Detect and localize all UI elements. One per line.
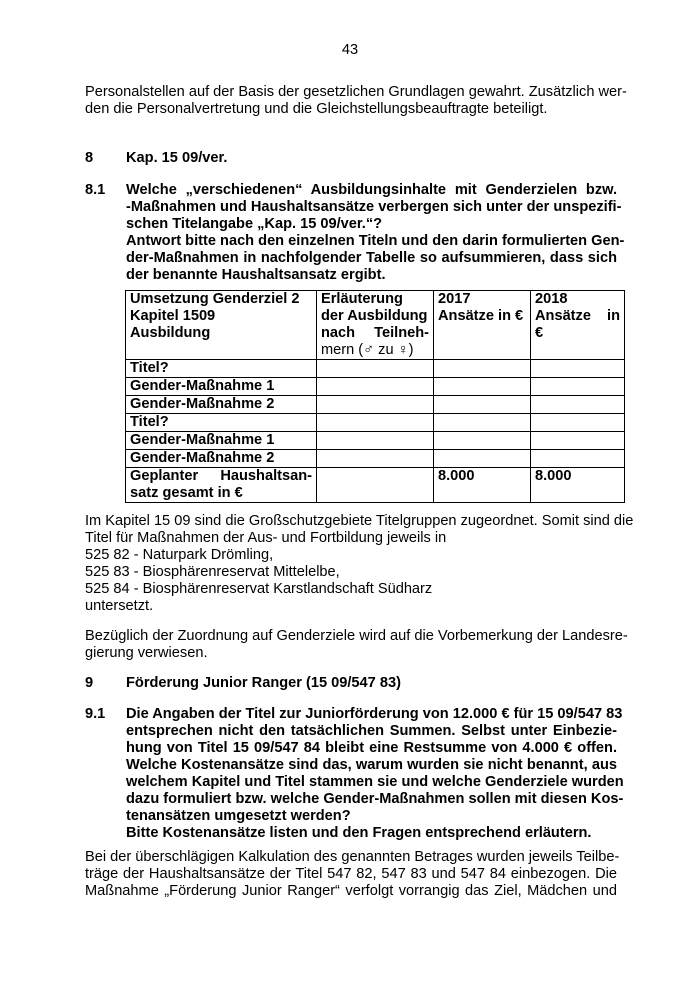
text-line: Maßnahme „Förderung Junior Ranger“ verfolgt vorrangig das Ziel, Mädchen und bbox=[85, 883, 617, 899]
row-label: Gender-Maßnahme 1 bbox=[126, 432, 317, 450]
table-row bbox=[126, 450, 625, 468]
total-cell bbox=[317, 468, 434, 503]
text-line: 525 83 - Biosphärenreservat Mittelelbe, bbox=[85, 564, 340, 580]
row-cell bbox=[531, 450, 625, 468]
row-cell bbox=[434, 414, 531, 432]
row-cell bbox=[434, 378, 531, 396]
total-2018-value: 8.000 bbox=[531, 468, 625, 503]
header-line: Umsetzung Genderziel 2 bbox=[130, 291, 300, 307]
text-line: Antwort bitte nach den einzelnen Titeln und den darin formulierten Gen- bbox=[126, 233, 625, 249]
header-line: nach Teilneh- bbox=[321, 325, 429, 341]
question-8-1-text bbox=[126, 182, 625, 284]
row-label: Titel? bbox=[126, 414, 317, 432]
text-line: entsprechen nicht den tatsächlichen Summen. Selbst unter Einbezie- bbox=[126, 723, 617, 739]
gender-budget-table bbox=[125, 290, 625, 503]
table-row bbox=[126, 432, 625, 450]
intro-paragraph bbox=[85, 84, 627, 118]
header-cell-2018 bbox=[531, 291, 625, 360]
row-label: Gender-Maßnahme 2 bbox=[126, 396, 317, 414]
text-line: der benannte Haushaltsansatz ergibt. bbox=[126, 267, 386, 283]
row-cell bbox=[434, 450, 531, 468]
header-line: Kapitel 1509 bbox=[130, 308, 216, 324]
header-line: Ansätze in bbox=[535, 308, 620, 324]
row-cell bbox=[434, 396, 531, 414]
row-cell bbox=[317, 432, 434, 450]
page-number: 43 bbox=[341, 42, 359, 58]
total-label-line: Geplanter Haushaltsan- bbox=[130, 468, 312, 484]
row-cell bbox=[434, 360, 531, 378]
header-line: 2017 bbox=[438, 291, 471, 307]
header-line: Ansätze in € bbox=[438, 308, 524, 324]
text-line: 525 82 - Naturpark Drömling, bbox=[85, 547, 274, 563]
header-line: € bbox=[535, 325, 544, 341]
row-cell bbox=[434, 432, 531, 450]
header-line: mern (♂ zu ♀) bbox=[321, 342, 414, 358]
header-cell-explanation bbox=[317, 291, 434, 360]
question-9-1-text bbox=[126, 706, 624, 842]
section-8-title: Kap. 15 09/ver. bbox=[126, 150, 228, 166]
text-line: tenansätzen umgesetzt werden? bbox=[126, 808, 351, 824]
text-line: Personalstellen auf der Basis der gesetzlichen Grundlagen gewahrt. Zusätzlich wer- bbox=[85, 84, 627, 100]
text-line: Bitte Kostenansätze listen und den Fragen entsprechend erläutern. bbox=[126, 825, 592, 841]
row-cell bbox=[531, 360, 625, 378]
text-line: Im Kapitel 15 09 sind die Großschutzgebiete Titelgruppen zugeordnet. Somit sind die bbox=[85, 513, 634, 529]
genderziele-paragraph bbox=[85, 628, 628, 662]
text-line: träge der Haushaltsansätze der Titel 547 82, 547 83 und 547 84 einbezogen. Die bbox=[85, 866, 617, 882]
text-line: den die Personalvertretung und die Gleichstellungsbeauftragte beteiligt. bbox=[85, 101, 548, 117]
table-total-row bbox=[126, 468, 625, 503]
text-line: Titel für Maßnahmen der Aus- und Fortbildung jeweils in bbox=[85, 530, 447, 546]
row-cell bbox=[531, 396, 625, 414]
table-row bbox=[126, 360, 625, 378]
section-8-number: 8 bbox=[85, 150, 94, 166]
total-label bbox=[126, 468, 317, 503]
row-label: Titel? bbox=[126, 360, 317, 378]
text-line: 525 84 - Biosphärenreservat Karstlandschaft Südharz bbox=[85, 581, 433, 597]
table-row bbox=[126, 396, 625, 414]
section-9-number: 9 bbox=[85, 675, 94, 691]
row-cell bbox=[317, 414, 434, 432]
section-9-title: Förderung Junior Ranger (15 09/547 83) bbox=[126, 675, 401, 691]
row-cell bbox=[317, 378, 434, 396]
table-row bbox=[126, 378, 625, 396]
text-line: Welche „verschiedenen“ Ausbildungsinhalte mit Genderzielen bzw. bbox=[126, 182, 617, 198]
header-line: Erläuterung bbox=[321, 291, 403, 307]
total-label-line: satz gesamt in € bbox=[130, 485, 243, 501]
text-line: -Maßnahmen und Haushaltsansätze verbergen sich unter der unspezifi- bbox=[126, 199, 622, 215]
row-cell bbox=[531, 414, 625, 432]
text-line: dazu formuliert bzw. welche Gender-Maßnahmen sollen mit diesen Kos- bbox=[126, 791, 624, 807]
text-line: Bei der überschlägigen Kalkulation des genannten Betrages wurden jeweils Teilbe- bbox=[85, 849, 620, 865]
row-label: Gender-Maßnahme 1 bbox=[126, 378, 317, 396]
table-row bbox=[126, 414, 625, 432]
header-cell-goal bbox=[126, 291, 317, 360]
header-line: der Ausbildung bbox=[321, 308, 428, 324]
table-header-row bbox=[126, 291, 625, 360]
row-cell bbox=[531, 378, 625, 396]
total-2017-value: 8.000 bbox=[434, 468, 531, 503]
text-line: schen Titelangabe „Kap. 15 09/ver.“? bbox=[126, 216, 383, 232]
text-line: Die Angaben der Titel zur Juniorförderung von 12.000 € für 15 09/547 83 bbox=[126, 706, 623, 722]
header-cell-2017 bbox=[434, 291, 531, 360]
text-line: Welche Kostenansätze sind das, warum wurden sie nicht benannt, aus bbox=[126, 757, 617, 773]
row-cell bbox=[531, 432, 625, 450]
row-label: Gender-Maßnahme 2 bbox=[126, 450, 317, 468]
kalkulation-paragraph bbox=[85, 849, 620, 900]
row-cell bbox=[317, 360, 434, 378]
question-8-1-number: 8.1 bbox=[85, 182, 106, 198]
row-cell bbox=[317, 450, 434, 468]
text-line: der-Maßnahmen in nachfolgender Tabelle so aufsummieren, dass sich bbox=[126, 250, 617, 266]
text-line: gierung verwiesen. bbox=[85, 645, 208, 661]
row-cell bbox=[317, 396, 434, 414]
header-line: Ausbildung bbox=[130, 325, 211, 341]
question-9-1-number: 9.1 bbox=[85, 706, 106, 722]
text-line: hung von Titel 15 09/547 84 bleibt eine Restsumme von 4.000 € offen. bbox=[126, 740, 617, 756]
header-line: 2018 bbox=[535, 291, 568, 307]
text-line: untersetzt. bbox=[85, 598, 154, 614]
kapitel-paragraph bbox=[85, 513, 634, 615]
text-line: welchem Kapitel und Titel stammen sie und welche Genderziele wurden bbox=[126, 774, 624, 790]
text-line: Bezüglich der Zuordnung auf Genderziele wird auf die Vorbemerkung der Landesre- bbox=[85, 628, 628, 644]
